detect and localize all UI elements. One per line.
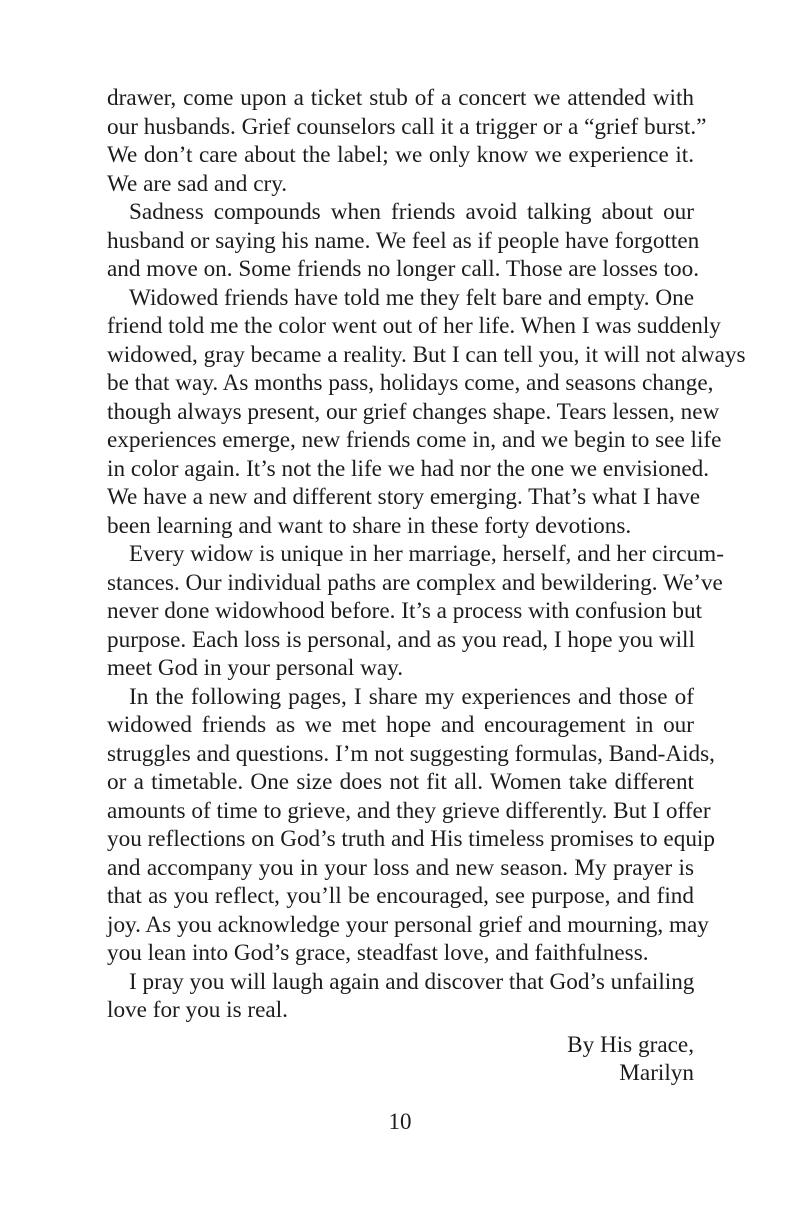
text-line: In the following pages, I share my experiences and those of <box>129 683 694 710</box>
paragraph <box>107 683 715 968</box>
body-text <box>107 84 746 1088</box>
paragraph <box>107 84 707 198</box>
signature-closing: By His grace, <box>567 1031 694 1058</box>
page-number: 10 <box>388 1109 412 1134</box>
text-line: or a timetable. One size does not fit all. Women take different <box>107 769 694 795</box>
text-line: stances. Our individual paths are complex and bewildering. We’ve <box>107 569 723 596</box>
text-line: in color again. It’s not the life we had nor the one we envisioned. <box>107 455 710 482</box>
text-line: love for you is real. <box>107 997 288 1023</box>
text-line: I pray you will laugh again and discover that God’s unfailing <box>129 968 695 995</box>
text-line: widowed friends as we met hope and encouragement in our <box>107 712 694 738</box>
text-line: our husbands. Grief counselors call it a trigger or a “grief burst.” <box>107 113 707 140</box>
text-line: struggles and questions. I’m not suggesting formulas, Band-Aids, <box>107 740 715 767</box>
text-line: amounts of time to grieve, and they grieve differently. But I offer <box>107 797 711 824</box>
text-line: joy. As you acknowledge your personal grief and mourning, may <box>107 911 709 938</box>
text-line: you lean into God’s grace, steadfast love, and faithfulness. <box>107 940 649 966</box>
text-line: experiences emerge, new friends come in, and we begin to see life <box>107 427 722 453</box>
text-line: been learning and want to share in these forty devotions. <box>107 512 632 539</box>
text-line: We don’t care about the label; we only know we experience it. <box>107 142 694 168</box>
text-line: Every widow is unique in her marriage, herself, and her circum- <box>129 541 724 567</box>
paragraph <box>107 540 724 683</box>
text-line: and accompany you in your loss and new season. My prayer is <box>107 854 694 881</box>
text-line: husband or saying his name. We feel as if people have forgotten <box>107 227 700 254</box>
text-line: meet God in your personal way. <box>107 655 403 681</box>
paragraph-container <box>107 84 746 1025</box>
text-line: We have a new and different story emerging. That’s what I have <box>107 484 701 510</box>
paragraph <box>107 284 746 541</box>
text-line: you reflections on God’s truth and His timeless promises to equip <box>107 826 715 852</box>
text-line: and move on. Some friends no longer call. Those are losses too. <box>107 256 700 282</box>
text-line: never done widowhood before. It’s a process with confusion but <box>107 598 703 624</box>
text-line: that as you reflect, you’ll be encouraged, see purpose, and find <box>107 883 694 909</box>
text-line: though always present, our grief changes shape. Tears lessen, new <box>107 398 720 425</box>
text-line: purpose. Each loss is personal, and as you read, I hope you will <box>107 626 695 653</box>
paragraph <box>107 968 694 1025</box>
paragraph <box>107 198 700 284</box>
text-line: widowed, gray became a reality. But I can tell you, it will not always <box>107 341 746 368</box>
text-line: We are sad and cry. <box>107 170 288 197</box>
signature-block <box>107 1031 694 1088</box>
text-line: be that way. As months pass, holidays come, and seasons change, <box>107 370 714 396</box>
text-line: Widowed friends have told me they felt bare and empty. One <box>129 284 694 311</box>
text-line: Sadness compounds when friends avoid talking about our <box>129 199 694 225</box>
text-line: friend told me the color went out of her life. When I was suddenly <box>107 313 721 339</box>
signature-name: Marilyn <box>619 1060 694 1086</box>
text-line: drawer, come upon a ticket stub of a concert we attended with <box>107 85 694 111</box>
